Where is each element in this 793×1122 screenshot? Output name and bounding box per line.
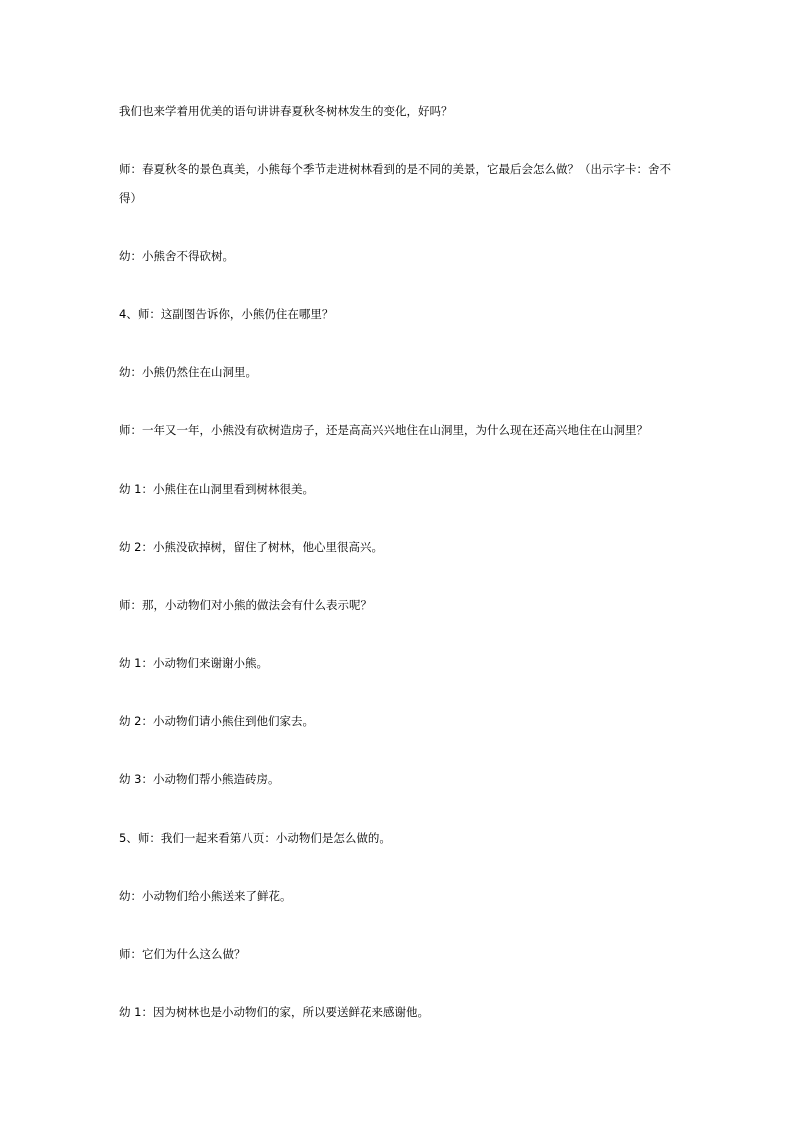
paragraph: 师：那，小动物们对小熊的做法会有什么表示呢？ xyxy=(119,598,372,612)
paragraph: 幼 1：小动物们来谢谢小熊。 xyxy=(119,656,268,670)
paragraph: 师：它们为什么这么做？ xyxy=(119,947,246,961)
paragraph: 幼：小熊仍然住在山洞里。 xyxy=(119,365,257,379)
paragraph: 5、师：我们一起来看第八页：小动物们是怎么做的。 xyxy=(119,831,391,845)
paragraph: 幼 2：小动物们请小熊住到他们家去。 xyxy=(119,714,314,728)
paragraph: 幼：小动物们给小熊送来了鲜花。 xyxy=(119,889,292,903)
paragraph: 幼 3：小动物们帮小熊造砖房。 xyxy=(119,772,280,786)
paragraph: 我们也来学着用优美的语句讲讲春夏秋冬树林发生的变化，好吗？ xyxy=(119,104,453,118)
paragraph: 师：一年又一年，小熊没有砍树造房子，还是高高兴兴地住在山洞里，为什么现在还高兴地住在山洞里？ xyxy=(119,423,648,437)
paragraph: 幼 1：小熊住在山洞里看到树林很美。 xyxy=(119,482,314,496)
paragraph: 幼 1：因为树林也是小动物们的家，所以要送鲜花来感谢他。 xyxy=(119,1005,429,1019)
paragraph: 幼 2：小熊没砍掉树，留住了树林，他心里很高兴。 xyxy=(119,540,383,554)
paragraph: 师：春夏秋冬的景色真美，小熊每个季节走进树林看到的是不同的美景，它最后会怎么做？（出示字卡：舍不得） xyxy=(119,162,671,205)
paragraph: 4、师：这副图告诉你，小熊仍住在哪里？ xyxy=(119,307,334,321)
paragraph: 幼：小熊舍不得砍树。 xyxy=(119,249,234,263)
